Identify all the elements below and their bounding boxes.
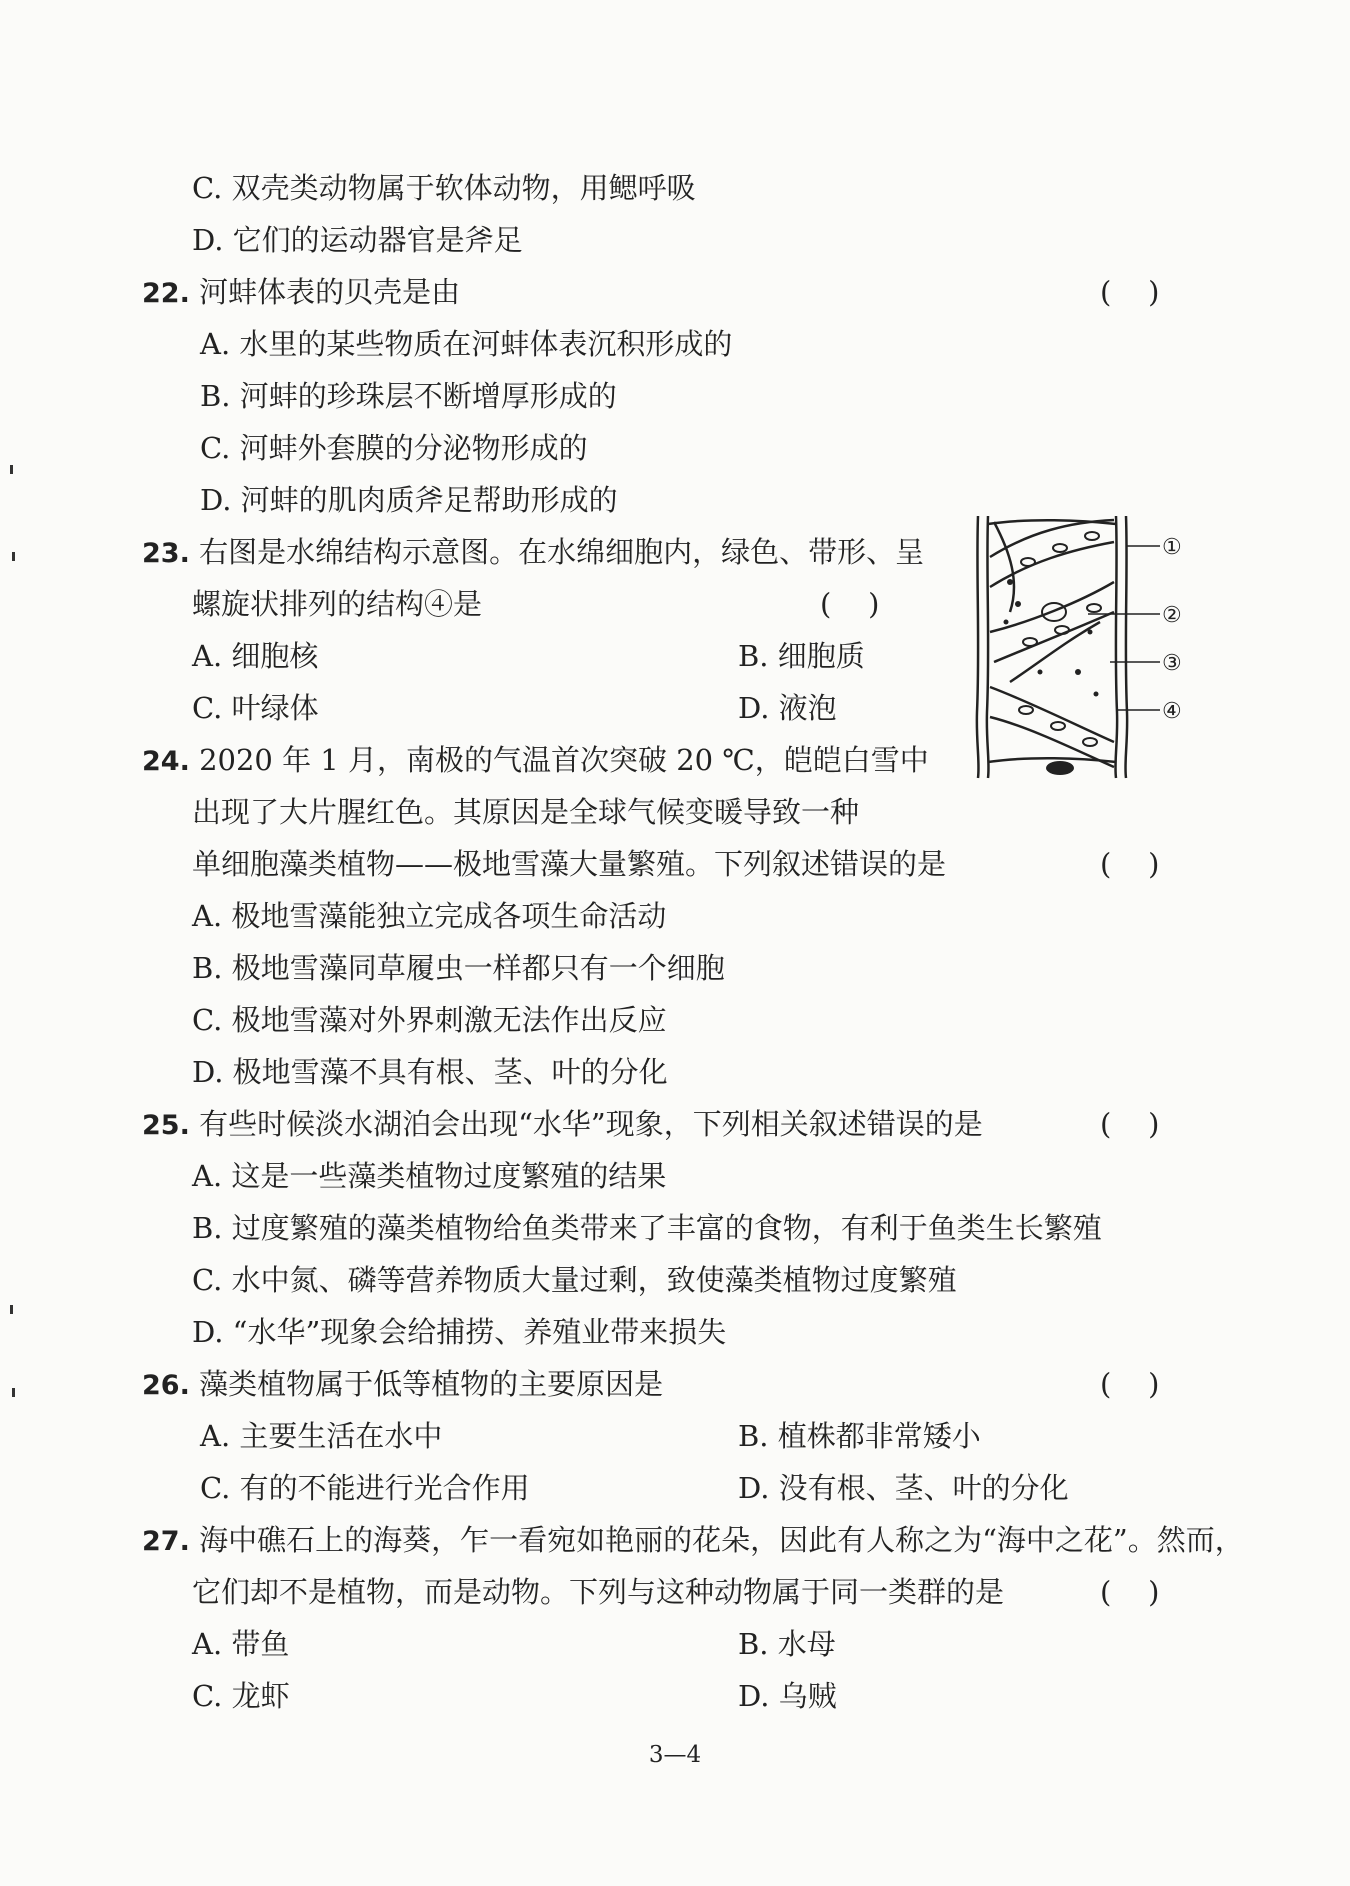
binding-mark [12,552,15,561]
q25-number: 25. [142,1110,190,1141]
q27-answer-paren: ( ) [1100,1575,1160,1609]
q26-option-a: A. 主要生活在水中 [200,1419,443,1453]
binding-mark [12,1388,15,1397]
q23-answer-paren: ( ) [820,587,880,621]
q26-option-c: C. 有的不能进行光合作用 [200,1471,530,1505]
q26-number: 26. [142,1370,190,1401]
q27-option-a: A. 带鱼 [192,1627,290,1661]
q24-stem-line2: 出现了大片腥红色。其原因是全球气候变暖导致一种 [192,795,860,829]
q27-number: 27. [142,1526,190,1557]
q23-stem-line1 [142,534,924,572]
q22-option-a: A. 水里的某些物质在河蚌体表沉积形成的 [200,327,733,361]
q27-stem-line2: 它们却不是植物，而是动物。下列与这种动物属于同一类群的是 [192,1575,1005,1609]
q23-number: 23. [142,538,190,569]
figure-label-2: ② [1162,603,1182,628]
figure-label-4: ④ [1162,699,1182,724]
page-number: 3—4 [648,1742,702,1768]
q22-stem-text: 河蚌体表的贝壳是由 [199,275,461,309]
q26-option-b: B. 植株都非常矮小 [738,1419,981,1453]
q24-option-b: B. 极地雪藻同草履虫一样都只有一个细胞 [192,951,725,985]
q22-option-d: D. 河蚌的肌肉质斧足帮助形成的 [200,483,618,517]
q23-stem-text-1: 右图是水绵结构示意图。在水绵细胞内，绿色、带形、呈 [199,535,925,569]
q26-option-d: D. 没有根、茎、叶的分化 [738,1471,1069,1505]
q22-stem [142,274,460,312]
q24-number: 24. [142,746,190,777]
q25-answer-paren: ( ) [1100,1107,1160,1141]
q25-option-a: A. 这是一些藻类植物过度繁殖的结果 [192,1159,667,1193]
binding-mark [10,1305,13,1314]
q25-option-c: C. 水中氮、磷等营养物质大量过剩，致使藻类植物过度繁殖 [192,1263,957,1297]
q25-stem-text: 有些时候淡水湖泊会出现“水华”现象，下列相关叙述错误的是 [199,1107,983,1141]
spirogyra-diagram [970,512,1210,782]
q24-option-a: A. 极地雪藻能独立完成各项生命活动 [192,899,667,933]
q21-option-d: D. 它们的运动器官是斧足 [192,223,523,257]
q23-option-b: B. 细胞质 [738,639,865,673]
q24-answer-paren: ( ) [1100,847,1160,881]
q26-answer-paren: ( ) [1100,1367,1160,1401]
figure-label-1: ① [1162,535,1182,560]
q22-option-b: B. 河蚌的珍珠层不断增厚形成的 [200,379,617,413]
q27-option-b: B. 水母 [738,1627,836,1661]
q22-answer-paren: ( ) [1100,275,1160,309]
q24-stem-line3: 单细胞藻类植物——极地雪藻大量繁殖。下列叙述错误的是 [192,847,947,881]
binding-mark [10,465,13,474]
q23-option-c: C. 叶绿体 [192,691,319,725]
q26-stem [142,1366,663,1404]
q22-option-c: C. 河蚌外套膜的分泌物形成的 [200,431,588,465]
q25-option-d: D. “水华”现象会给捕捞、养殖业带来损失 [192,1315,727,1349]
q27-stem-line1 [142,1522,1244,1560]
q26-stem-text: 藻类植物属于低等植物的主要原因是 [199,1367,664,1401]
q21-option-c: C. 双壳类动物属于软体动物，用鳃呼吸 [192,171,696,205]
q27-option-d: D. 乌贼 [738,1679,837,1713]
q24-option-d: D. 极地雪藻不具有根、茎、叶的分化 [192,1055,668,1089]
q25-option-b: B. 过度繁殖的藻类植物给鱼类带来了丰富的食物，有利于鱼类生长繁殖 [192,1211,1102,1245]
q24-stem-line1 [142,742,929,780]
q23-option-a: A. 细胞核 [192,639,319,673]
q27-stem-text-1: 海中礁石上的海葵，乍一看宛如艳丽的花朵，因此有人称之为“海中之花”。然而， [199,1523,1244,1557]
figure-label-3: ③ [1162,651,1182,676]
q23-option-d: D. 液泡 [738,691,837,725]
q22-number: 22. [142,278,190,309]
q27-option-c: C. 龙虾 [192,1679,290,1713]
q25-stem [142,1106,983,1144]
q24-option-c: C. 极地雪藻对外界刺激无法作出反应 [192,1003,667,1037]
q24-stem-text-1: 2020 年 1 月，南极的气温首次突破 20 ℃，皑皑白雪中 [199,743,929,777]
q23-stem-line2: 螺旋状排列的结构④是 [192,587,483,621]
